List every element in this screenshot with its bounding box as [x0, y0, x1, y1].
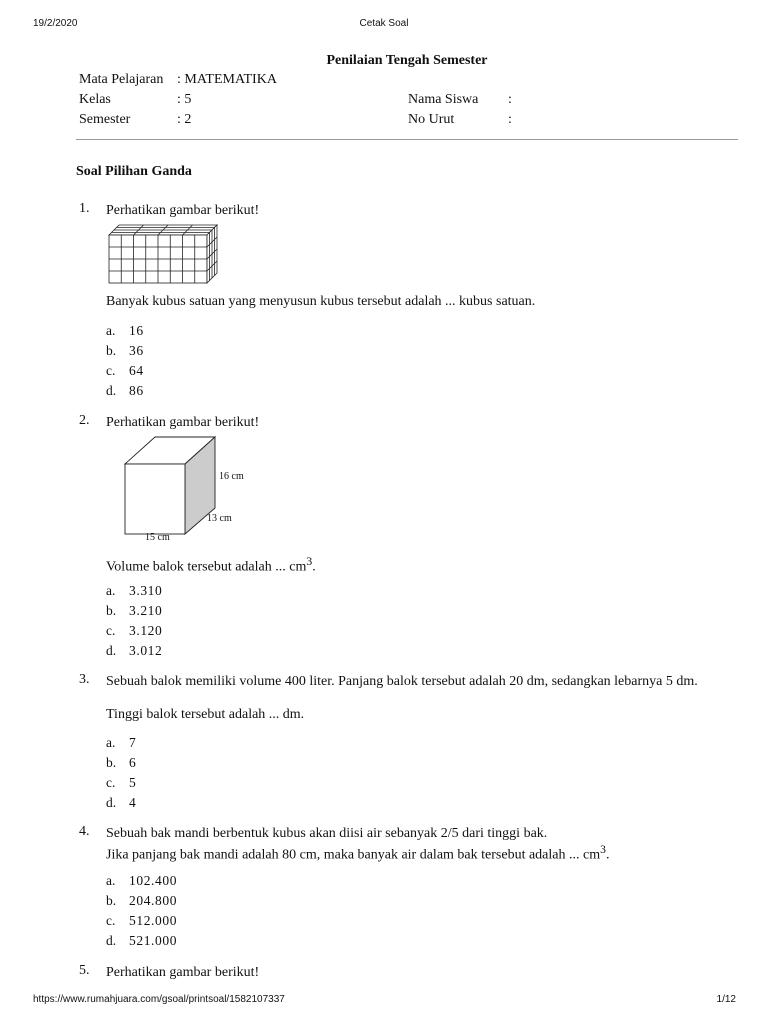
option-letter: d. [106, 933, 117, 948]
option-letter: c. [106, 623, 116, 638]
option-letter: a. [106, 735, 116, 750]
cuboid-drawing [125, 437, 215, 534]
option-value: 521.000 [129, 933, 178, 948]
question-1-prompt: Banyak kubus satuan yang menyusun kubus tersebut adalah ... kubus satuan. [106, 294, 536, 309]
question-number: 4. [79, 824, 90, 839]
question-number: 5. [79, 963, 90, 978]
cuboid-figure [112, 434, 262, 546]
option-letter: d. [106, 643, 117, 658]
question-text: Perhatikan gambar berikut! [106, 203, 260, 218]
question-number: 2. [79, 413, 90, 428]
roll-number-value: : [508, 112, 512, 127]
option-letter: b. [106, 343, 117, 358]
option-value: 3.210 [129, 603, 163, 618]
option-letter: b. [106, 603, 117, 618]
cuboid-width-label: 15 cm [145, 532, 170, 543]
student-name-value: : [508, 92, 512, 107]
student-name-label: Nama Siswa [408, 92, 479, 107]
print-page-counter: 1/12 [716, 994, 736, 1005]
semester-label: Semester [79, 112, 131, 127]
exam-title: Penilaian Tengah Semester [326, 53, 488, 68]
option-value: 64 [129, 363, 144, 378]
option-value: 7 [129, 735, 137, 750]
option-value: 5 [129, 775, 137, 790]
question-text: Perhatikan gambar berikut! [106, 965, 260, 980]
roll-number-label: No Urut [408, 112, 455, 127]
question-text: Perhatikan gambar berikut! [106, 415, 260, 430]
class-value: : 5 [177, 92, 192, 107]
option-letter: d. [106, 383, 117, 398]
option-value: 102.400 [129, 873, 178, 888]
question-text: Sebuah balok memiliki volume 400 liter. Panjang balok tersebut adalah 20 dm, sedangkan lebarnya 5 dm. [106, 674, 698, 689]
option-letter: c. [106, 913, 116, 928]
option-letter: a. [106, 583, 116, 598]
option-value: 3.310 [129, 583, 163, 598]
exam-info-left [79, 72, 399, 132]
option-value: 86 [129, 383, 144, 398]
question-4-prompt-superscript: 3 [600, 843, 606, 856]
exam-info-right [408, 92, 608, 132]
question-2-prompt [106, 555, 316, 576]
question-text: Sebuah bak mandi berbentuk kubus akan diisi air sebanyak 2/5 dari tinggi bak. [106, 826, 548, 841]
option-value: 204.800 [129, 893, 178, 908]
option-value: 16 [129, 323, 144, 338]
option-value: 6 [129, 755, 137, 770]
option-value: 3.120 [129, 623, 163, 638]
print-page-title: Cetak Soal [359, 18, 409, 29]
subject-value: : MATEMATIKA [177, 72, 277, 87]
option-value: 4 [129, 795, 137, 810]
print-url[interactable]: https://www.rumahjuara.com/gsoal/printsoal/1582107337 [33, 994, 285, 1005]
question-number: 1. [79, 201, 90, 216]
question-2-prompt-superscript: 3 [306, 555, 313, 568]
option-value: 3.012 [129, 643, 163, 658]
question-2-prompt-text: Volume balok tersebut adalah ... cm [106, 559, 307, 575]
question-4-prompt-period: . [605, 847, 610, 863]
question-3 [79, 672, 749, 732]
cube-grid-figure [107, 222, 219, 284]
print-date: 19/2/2020 [33, 18, 78, 29]
option-letter: a. [106, 323, 116, 338]
option-letter: a. [106, 873, 116, 888]
question-4-prompt-text: Jika panjang bak mandi adalah 80 cm, maka banyak air dalam bak tersebut adalah ... cm [106, 847, 601, 863]
option-letter: c. [106, 775, 116, 790]
subject-label: Mata Pelajaran [79, 72, 164, 87]
option-letter: b. [106, 893, 117, 908]
question-3-prompt: Tinggi balok tersebut adalah ... dm. [106, 707, 305, 722]
option-value: 36 [129, 343, 144, 358]
cuboid-height-label: 16 cm [219, 471, 244, 482]
class-label: Kelas [79, 92, 111, 107]
question-2-prompt-period: . [312, 559, 316, 575]
option-letter: c. [106, 363, 116, 378]
semester-value: : 2 [177, 112, 192, 127]
option-letter: b. [106, 755, 117, 770]
header-divider [76, 139, 738, 140]
cube-grid-drawing [109, 225, 217, 283]
question-4-prompt [106, 843, 609, 864]
cuboid-depth-label: 13 cm [207, 513, 232, 524]
section-title: Soal Pilihan Ganda [76, 164, 192, 179]
option-letter: d. [106, 795, 117, 810]
option-value: 512.000 [129, 913, 178, 928]
question-number: 3. [79, 672, 90, 687]
